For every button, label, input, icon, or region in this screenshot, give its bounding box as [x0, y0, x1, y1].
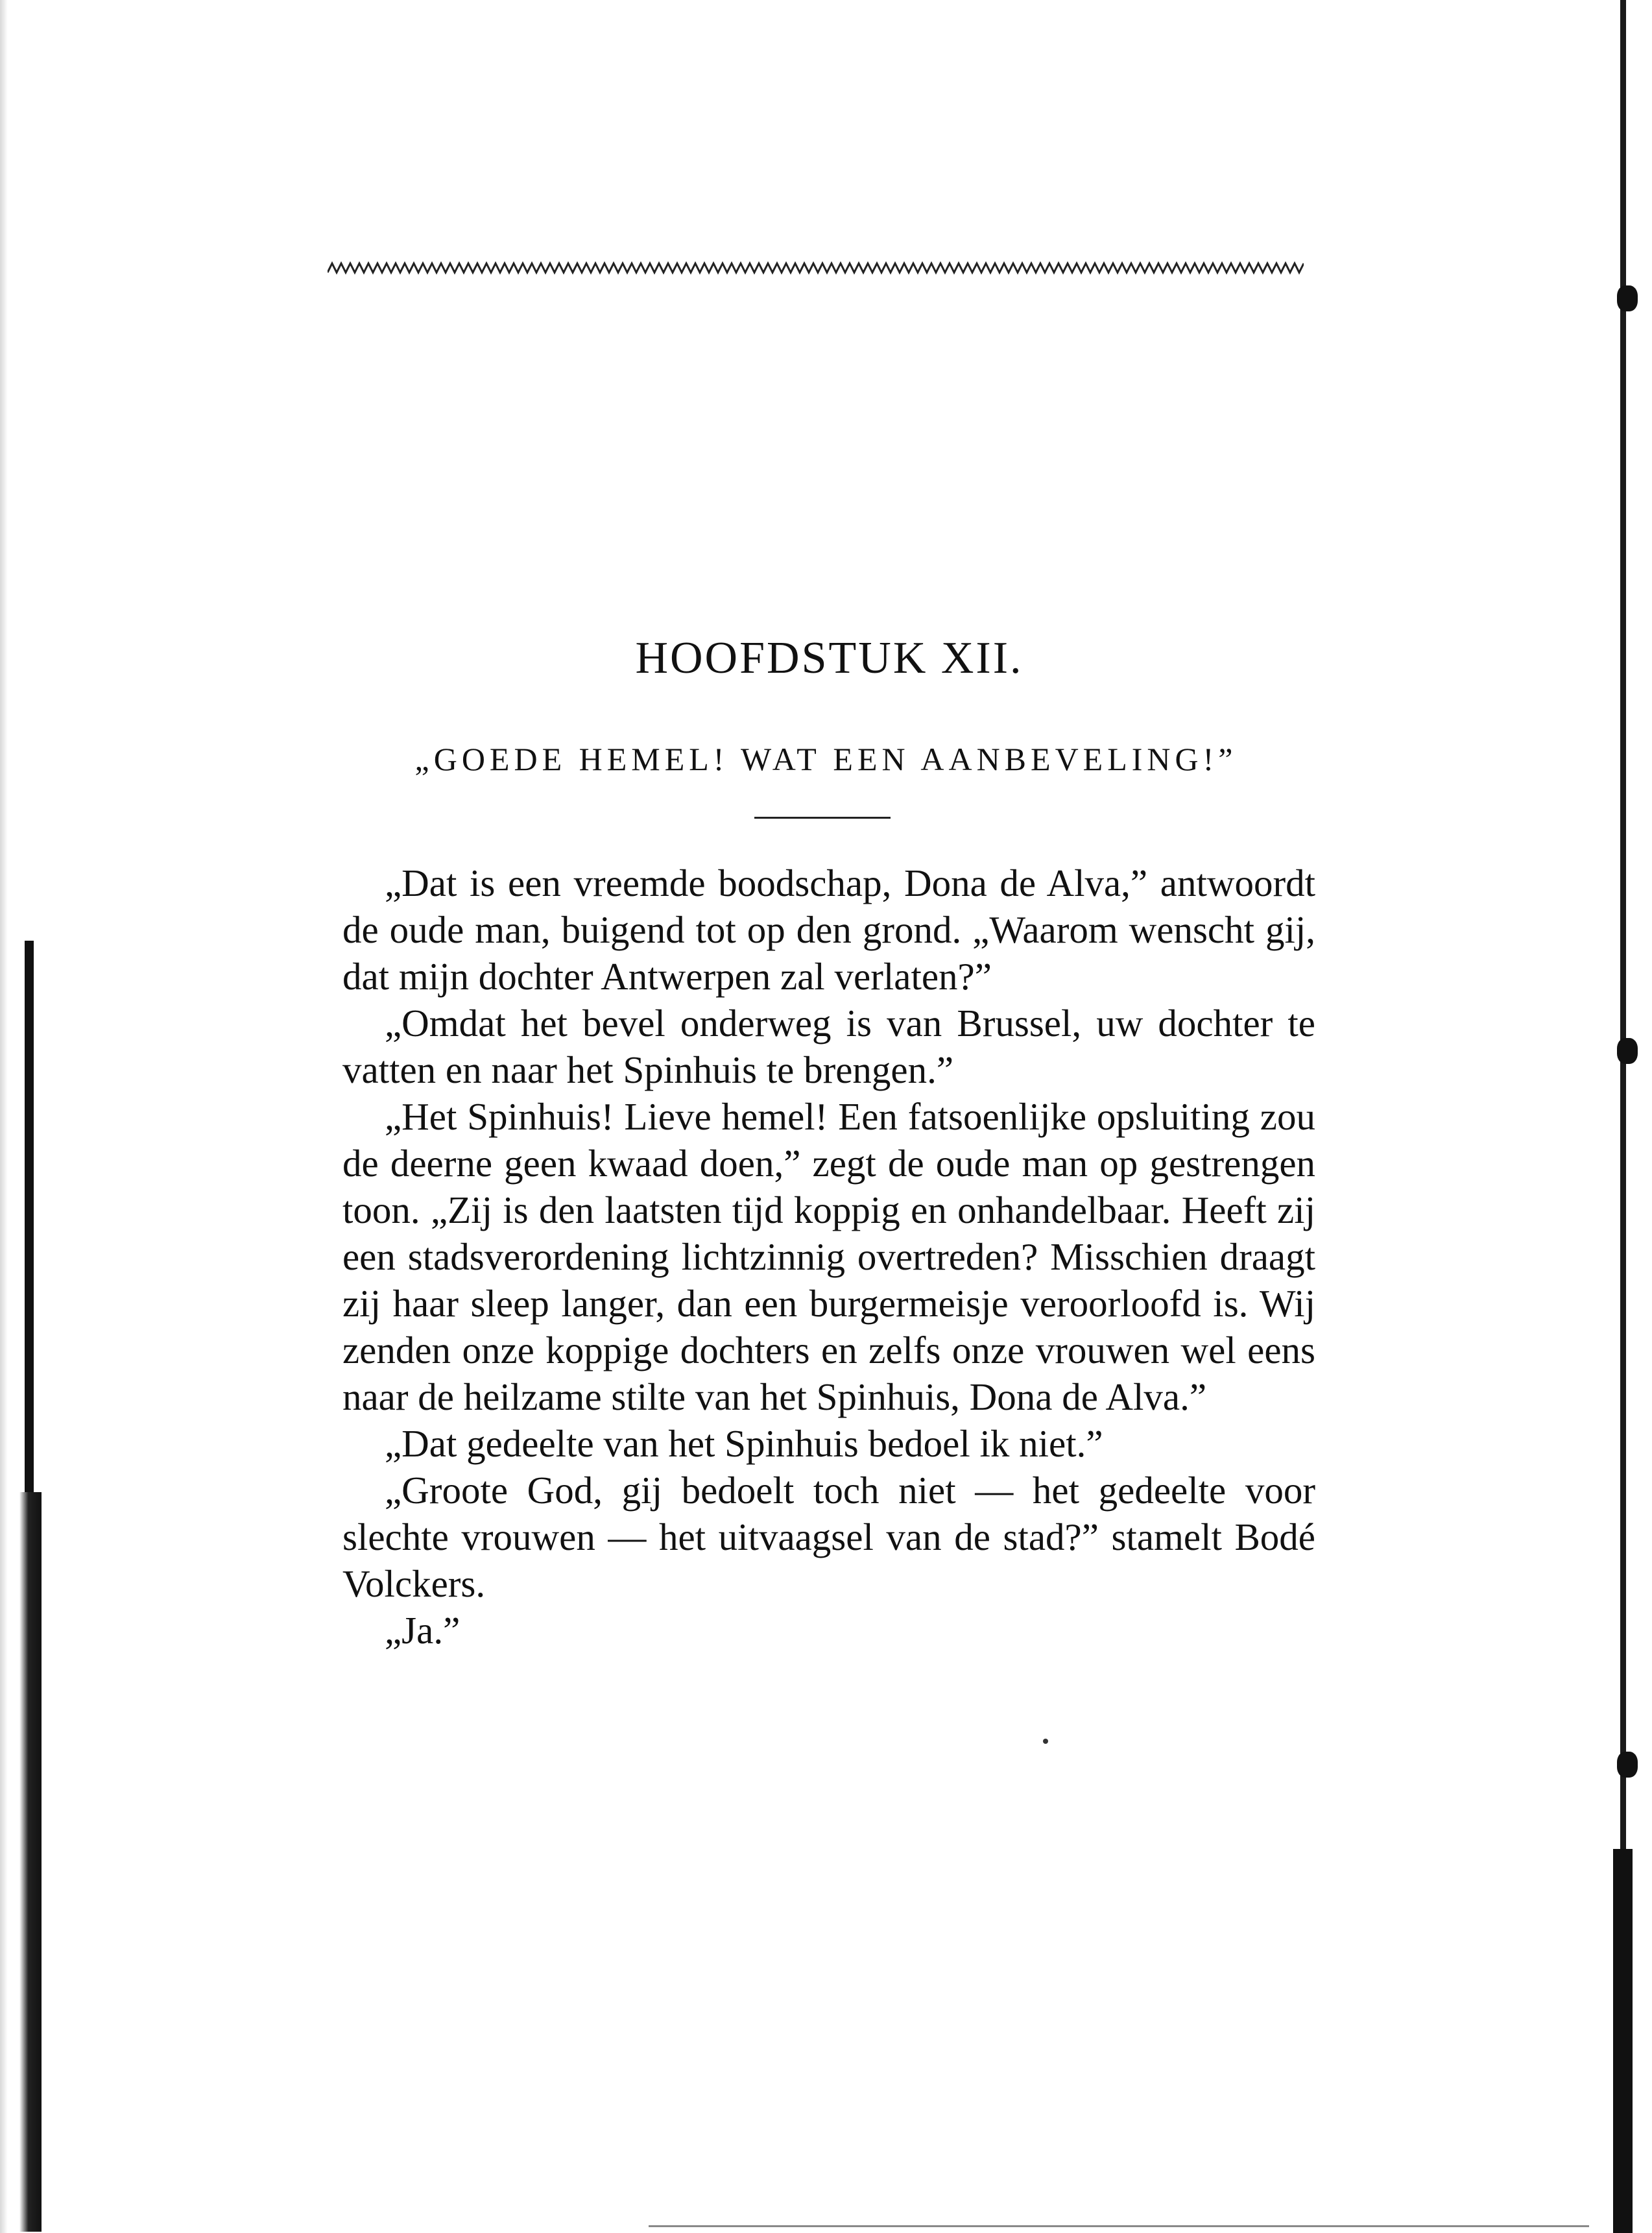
bottom-edge-smudge [649, 2225, 1589, 2227]
edge-mark [1617, 1752, 1638, 1778]
wavy-ornament-rule [328, 260, 1304, 276]
divider-rule [754, 817, 891, 819]
chapter-title: HOOFDSTUK XII. [635, 633, 1024, 683]
edge-mark [1617, 285, 1638, 311]
paragraph: „Omdat het bevel onderweg is van Brussel, uw dochter te vatten en naar het Spinhuis te brengen.” [342, 1002, 1315, 1091]
paragraph: „Dat is een vreemde boodschap, Dona de Alva,” antwoordt de oude man, buigend tot op den grond. „Waarom wenscht gij, dat mijn dochter Antwerpen zal verlaten?” [342, 862, 1315, 998]
paragraph: „Dat gedeelte van het Spinhuis bedoel ik niet.” [385, 1422, 1103, 1465]
chapter-body [342, 860, 1315, 1654]
binding-shadow-left-lower [19, 1492, 42, 2232]
edge-mark [1617, 1038, 1638, 1064]
page-edge-left [0, 0, 8, 2233]
paragraph: „Groote God, gij bedoelt toch niet — het gedeelte voor slechte vrouwen — het uitvaagsel van de stad?” stamelt Bodé Volckers. [342, 1469, 1315, 1605]
paragraph: „Het Spinhuis! Lieve hemel! Een fatsoenlijke opsluiting zou de deerne geen kwaad doen,” zegt de oude man op gestrengen toon. „Zij is den laatsten tijd koppig en onhandelbaar. Heeft zij een stadsverordening lichtzinnig overtreden? Misschien draagt zij haar sleep langer, dan een burgermeisje veroorloofd is. Wij zenden onze koppige dochters en zelfs onze vrouwen wel eens naar de heilzame stilte van het Spinhuis, Dona de Alva.” [342, 1095, 1315, 1418]
print-speck [1043, 1739, 1048, 1744]
page-edge-right-lower [1613, 1849, 1633, 2233]
paragraph: „Ja.” [385, 1609, 461, 1652]
chapter-subtitle: „GOEDE HEMEL! WAT EEN AANBEVELING!” [414, 741, 1238, 777]
